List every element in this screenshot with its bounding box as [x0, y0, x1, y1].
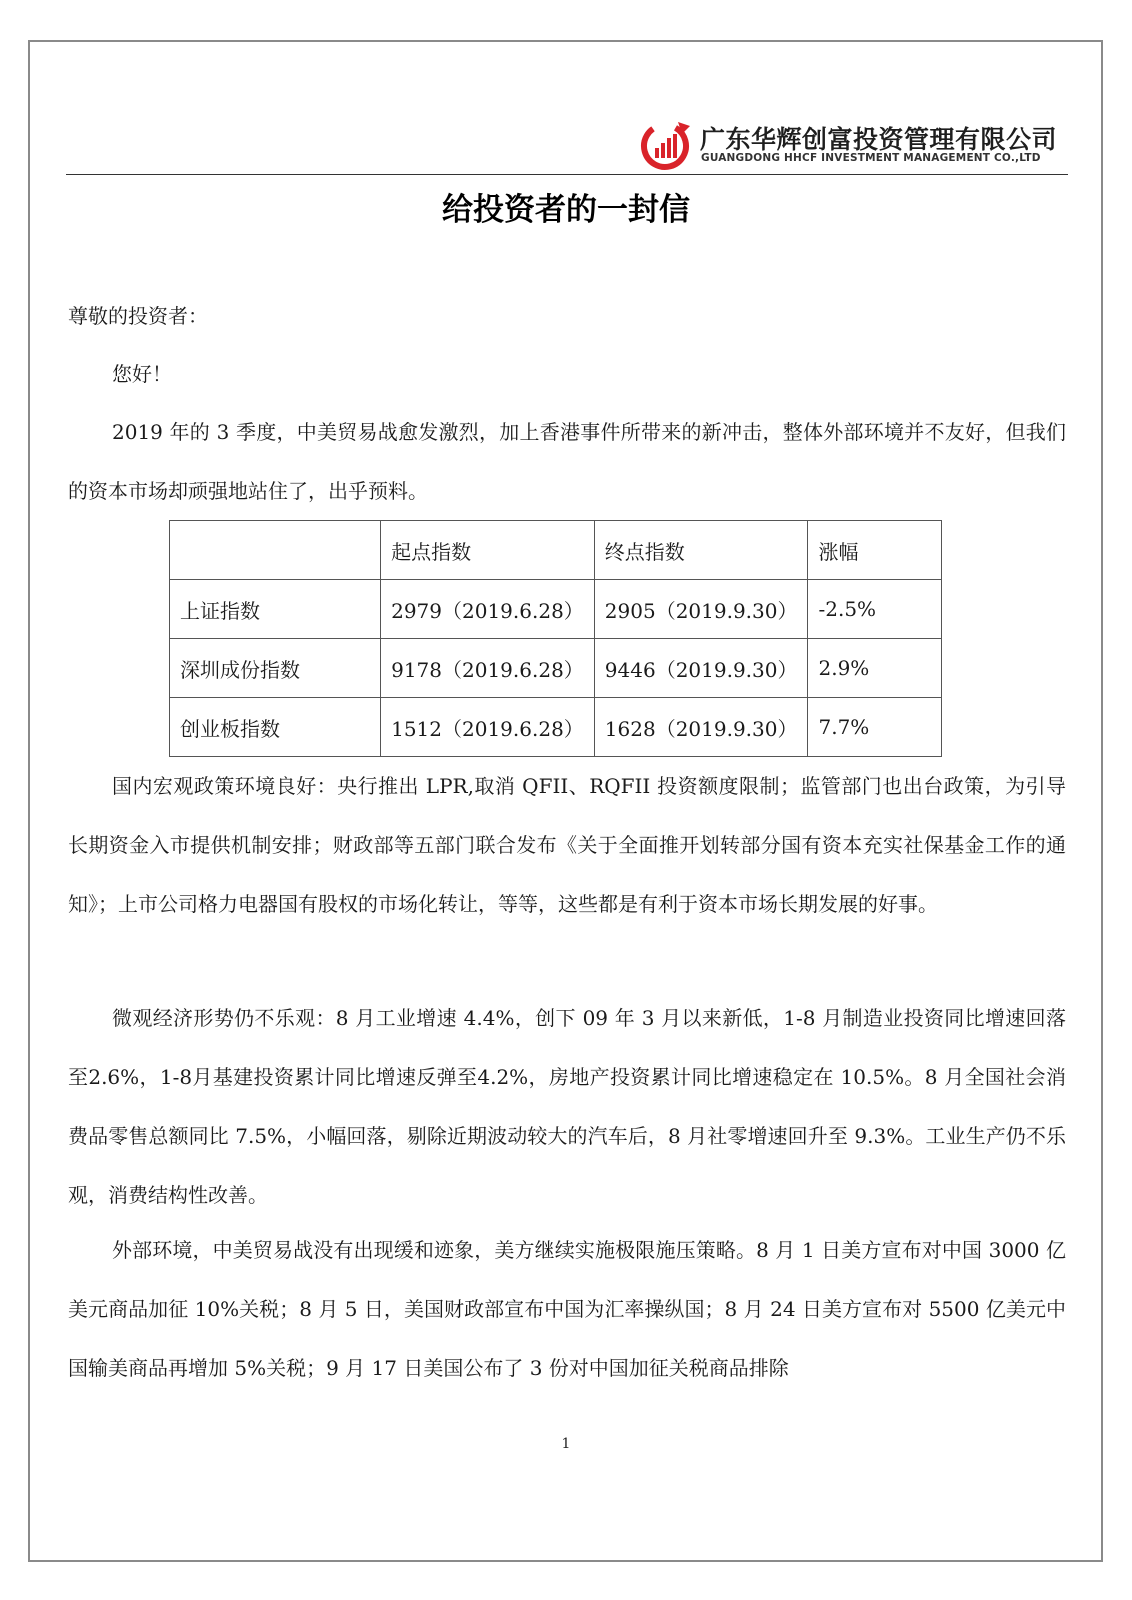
table-cell: 9446（2019.9.30）	[594, 639, 808, 698]
table-row	[170, 580, 942, 639]
table-cell: 7.7%	[808, 698, 942, 757]
table-cell: 深圳成份指数	[170, 639, 381, 698]
table-cell: 2905（2019.9.30）	[594, 580, 808, 639]
hhcf-logo-icon	[638, 118, 692, 172]
macro-policy-paragraph: 国内宏观政策环境良好：央行推出 LPR,取消 QFII、RQFII 投资额度限制；监管部门也出台政策，为引导长期资金入市提供机制安排；财政部等五部门联合发布《关于全面推开划转部分国有资本充实社保基金工作的通知》；上市公司格力电器国有股权的市场化转让，等等，这些都是有利于资本市场长期发展的好事。	[68, 774, 1066, 916]
table-cell: 上证指数	[170, 580, 381, 639]
table-cell: 2.9%	[808, 639, 942, 698]
micro-economy-paragraph: 微观经济形势仍不乐观：8 月工业增速 4.4%，创下 09 年 3 月以来新低，1-8 月制造业投资同比增速回落至2.6%，1-8月基建投资累计同比增速反弹至4.2%，房地产投资累计同比增速稳定在 10.5%。8 月全国社会消费品零售总额同比 7.5%，小幅回落，剔除近期波动较大的汽车后，8 月社零增速回升至 9.3%。工业生产仍不乐观，消费结构性改善。	[68, 1006, 1066, 1207]
intro-paragraph: 2019 年的 3 季度，中美贸易战愈发激烈，加上香港事件所带来的新冲击，整体外部环境并不友好，但我们的资本市场却顽强地站住了，出乎预料。	[68, 420, 1066, 503]
company-name-cn: 广东华辉创富投资管理有限公司	[700, 125, 1058, 154]
table-row	[170, 639, 942, 698]
salutation: 尊敬的投资者：	[68, 304, 208, 328]
table-cell: -2.5%	[808, 580, 942, 639]
letter-title: 给投资者的一封信	[442, 192, 690, 228]
page-number: 1	[561, 1436, 571, 1452]
table-cell: 1512（2019.6.28）	[381, 698, 595, 757]
header-divider	[66, 174, 1068, 175]
company-logo	[638, 118, 1058, 170]
external-environment-paragraph: 外部环境，中美贸易战没有出现缓和迹象，美方继续实施极限施压策略。8 月 1 日美方宣布对中国 3000 亿美元商品加征 10%关税；8 月 5 日，美国财政部宣布中国为汇率操纵国；8 月 24 日美方宣布对 5500 亿美元中国输美商品再增加 5%关税；9 月 17 日美国公布了 3 份对中国加征关税商品排除	[68, 1238, 1066, 1380]
table-cell: 1628（2019.9.30）	[594, 698, 808, 757]
greeting: 您好！	[112, 362, 172, 386]
table-header-cell: 终点指数	[594, 521, 808, 580]
table-cell: 9178（2019.6.28）	[381, 639, 595, 698]
table-header-cell: 涨幅	[808, 521, 942, 580]
index-table	[169, 520, 942, 757]
table-header-cell	[170, 521, 381, 580]
company-name-en: GUANGDONG HHCF INVESTMENT MANAGEMENT CO.,LTD	[701, 152, 1041, 164]
table-row	[170, 698, 942, 757]
table-cell: 创业板指数	[170, 698, 381, 757]
table-header-cell: 起点指数	[381, 521, 595, 580]
table-cell: 2979（2019.6.28）	[381, 580, 595, 639]
table-header-row	[170, 521, 942, 580]
